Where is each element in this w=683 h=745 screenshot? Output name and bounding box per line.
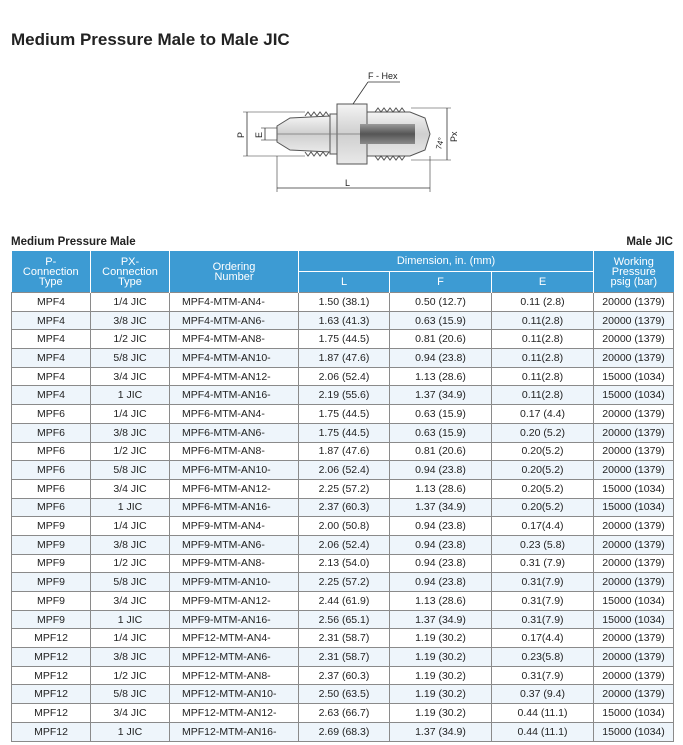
table-row [12,554,674,573]
cell-working-pressure: 20000 (1379) [594,349,674,368]
cell-dim-f: 1.37 (34.9) [390,610,492,629]
table-row [12,367,674,386]
cell-dim-e: 0.11(2.8) [492,386,594,405]
cell-working-pressure: 20000 (1379) [594,442,674,461]
cell-working-pressure: 15000 (1034) [594,498,674,517]
cell-ordering-number: MPF6-MTM-AN12- [170,479,299,498]
cell-p-type: MPF4 [12,311,91,330]
cell-p-type: MPF4 [12,330,91,349]
cell-ordering-number: MPF9-MTM-AN16- [170,610,299,629]
cell-dim-e: 0.23(5.8) [492,648,594,667]
cell-working-pressure: 15000 (1034) [594,479,674,498]
table-row [12,405,674,424]
cell-dim-l: 1.63 (41.3) [299,311,390,330]
cell-dim-l: 2.63 (66.7) [299,704,390,723]
cell-ordering-number: MPF4-MTM-AN16- [170,386,299,405]
table-row [12,629,674,648]
cell-ordering-number: MPF12-MTM-AN8- [170,666,299,685]
cell-working-pressure: 15000 (1034) [594,592,674,611]
cell-dim-l: 2.06 (52.4) [299,535,390,554]
cell-working-pressure: 20000 (1379) [594,685,674,704]
table-row [12,592,674,611]
table-row [12,722,674,741]
cell-dim-l: 1.87 (47.6) [299,442,390,461]
cell-ordering-number: MPF4-MTM-AN12- [170,367,299,386]
cell-dim-l: 1.75 (44.5) [299,330,390,349]
cell-px-type: 3/4 JIC [91,704,170,723]
header-e: E [492,272,594,293]
cell-p-type: MPF6 [12,461,91,480]
cell-dim-l: 2.37 (60.3) [299,666,390,685]
cell-dim-l: 2.25 (57.2) [299,479,390,498]
cell-px-type: 3/8 JIC [91,648,170,667]
header-ordering: Ordering Number [170,251,299,293]
cell-dim-e: 0.11(2.8) [492,349,594,368]
cell-working-pressure: 20000 (1379) [594,554,674,573]
cell-working-pressure: 20000 (1379) [594,629,674,648]
cell-working-pressure: 15000 (1034) [594,367,674,386]
cell-dim-f: 0.63 (15.9) [390,311,492,330]
cell-dim-l: 1.50 (38.1) [299,293,390,312]
cell-dim-f: 1.19 (30.2) [390,704,492,723]
cell-dim-e: 0.31 (7.9) [492,554,594,573]
cell-working-pressure: 15000 (1034) [594,386,674,405]
px-label: Px [449,131,459,142]
cell-dim-f: 1.19 (30.2) [390,666,492,685]
cell-ordering-number: MPF12-MTM-AN10- [170,685,299,704]
cell-px-type: 3/8 JIC [91,535,170,554]
cell-dim-e: 0.11(2.8) [492,330,594,349]
cell-ordering-number: MPF12-MTM-AN6- [170,648,299,667]
cell-dim-l: 1.75 (44.5) [299,423,390,442]
caption-right: Male JIC [626,236,673,248]
cell-working-pressure: 15000 (1034) [594,722,674,741]
cell-ordering-number: MPF6-MTM-AN16- [170,498,299,517]
header-p-type: P- Connection Type [12,251,91,293]
cell-px-type: 5/8 JIC [91,461,170,480]
cell-px-type: 3/4 JIC [91,592,170,611]
cell-px-type: 5/8 JIC [91,349,170,368]
table-row [12,423,674,442]
angle-label: 74° [434,136,447,151]
cell-dim-f: 0.94 (23.8) [390,535,492,554]
cell-working-pressure: 20000 (1379) [594,311,674,330]
cell-dim-l: 2.31 (58.7) [299,629,390,648]
cell-dim-f: 0.63 (15.9) [390,423,492,442]
cell-dim-e: 0.20 (5.2) [492,423,594,442]
cell-working-pressure: 20000 (1379) [594,461,674,480]
header-f: F [390,272,492,293]
cell-ordering-number: MPF4-MTM-AN8- [170,330,299,349]
cell-ordering-number: MPF6-MTM-AN10- [170,461,299,480]
cell-px-type: 1 JIC [91,498,170,517]
cell-working-pressure: 20000 (1379) [594,648,674,667]
table-row [12,498,674,517]
cell-px-type: 3/8 JIC [91,423,170,442]
cell-dim-e: 0.23 (5.8) [492,535,594,554]
table-row [12,293,674,312]
table-row [12,442,674,461]
cell-dim-f: 1.37 (34.9) [390,498,492,517]
cell-dim-l: 1.75 (44.5) [299,405,390,424]
cell-working-pressure: 20000 (1379) [594,666,674,685]
cell-dim-l: 2.00 (50.8) [299,517,390,536]
cell-p-type: MPF4 [12,386,91,405]
cell-ordering-number: MPF9-MTM-AN10- [170,573,299,592]
cell-dim-f: 1.13 (28.6) [390,592,492,611]
cell-px-type: 1/2 JIC [91,442,170,461]
cell-dim-e: 0.17(4.4) [492,517,594,536]
cell-dim-f: 0.50 (12.7) [390,293,492,312]
cell-p-type: MPF12 [12,722,91,741]
cell-working-pressure: 20000 (1379) [594,330,674,349]
cell-dim-l: 2.31 (58.7) [299,648,390,667]
cell-dim-l: 2.06 (52.4) [299,461,390,480]
cell-dim-l: 2.69 (68.3) [299,722,390,741]
cell-px-type: 3/4 JIC [91,367,170,386]
cell-p-type: MPF12 [12,629,91,648]
cell-dim-e: 0.11(2.8) [492,311,594,330]
cell-px-type: 1/2 JIC [91,330,170,349]
cell-dim-f: 0.63 (15.9) [390,405,492,424]
table-row [12,666,674,685]
caption-left: Medium Pressure Male [11,236,136,248]
cell-px-type: 3/8 JIC [91,311,170,330]
bore [360,124,415,144]
cell-px-type: 5/8 JIC [91,573,170,592]
cell-working-pressure: 15000 (1034) [594,704,674,723]
cell-dim-e: 0.31(7.9) [492,592,594,611]
header-l: L [299,272,390,293]
table-row [12,573,674,592]
cell-dim-e: 0.20(5.2) [492,479,594,498]
cell-ordering-number: MPF6-MTM-AN8- [170,442,299,461]
table-row [12,517,674,536]
l-label: L [345,178,351,188]
page-title: Medium Pressure Male to Male JIC [11,30,290,49]
table-row [12,330,674,349]
cell-p-type: MPF12 [12,704,91,723]
table-row [12,479,674,498]
cell-dim-f: 0.94 (23.8) [390,349,492,368]
cell-dim-f: 0.81 (20.6) [390,330,492,349]
cell-px-type: 1/2 JIC [91,554,170,573]
cell-p-type: MPF6 [12,442,91,461]
cell-working-pressure: 20000 (1379) [594,517,674,536]
cell-dim-f: 1.19 (30.2) [390,648,492,667]
cell-dim-f: 1.37 (34.9) [390,386,492,405]
cell-dim-f: 1.37 (34.9) [390,722,492,741]
e-label: E [254,131,264,138]
cell-dim-e: 0.17(4.4) [492,629,594,648]
cell-dim-f: 0.94 (23.8) [390,573,492,592]
cell-dim-e: 0.31(7.9) [492,573,594,592]
cell-dim-f: 0.94 (23.8) [390,517,492,536]
cell-dim-e: 0.11(2.8) [492,367,594,386]
cell-px-type: 1/4 JIC [91,517,170,536]
table-row [12,311,674,330]
cell-dim-e: 0.17 (4.4) [492,405,594,424]
cell-p-type: MPF9 [12,573,91,592]
table-row [12,349,674,368]
cell-ordering-number: MPF12-MTM-AN16- [170,722,299,741]
cell-ordering-number: MPF4-MTM-AN4- [170,293,299,312]
cell-ordering-number: MPF9-MTM-AN4- [170,517,299,536]
table-row [12,685,674,704]
cell-px-type: 1 JIC [91,610,170,629]
cell-p-type: MPF12 [12,685,91,704]
cell-dim-e: 0.37 (9.4) [492,685,594,704]
cell-p-type: MPF6 [12,498,91,517]
cell-px-type: 1/4 JIC [91,629,170,648]
cell-p-type: MPF9 [12,554,91,573]
cell-dim-f: 0.94 (23.8) [390,554,492,573]
cell-p-type: MPF4 [12,367,91,386]
table-row [12,648,674,667]
cell-dim-f: 1.13 (28.6) [390,367,492,386]
cell-dim-e: 0.31(7.9) [492,666,594,685]
cell-dim-f: 0.94 (23.8) [390,461,492,480]
cell-dim-f: 0.81 (20.6) [390,442,492,461]
spec-table [11,251,674,742]
cell-p-type: MPF4 [12,293,91,312]
table-row [12,535,674,554]
header-dimension: Dimension, in. (mm) [299,251,594,272]
cell-dim-e: 0.44 (11.1) [492,704,594,723]
p-label: P [236,131,246,138]
cell-p-type: MPF4 [12,349,91,368]
header-pressure: Working Pressure psig (bar) [594,251,674,293]
cell-dim-e: 0.31(7.9) [492,610,594,629]
cell-ordering-number: MPF9-MTM-AN8- [170,554,299,573]
header-px-type: PX- Connection Type [91,251,170,293]
cell-p-type: MPF12 [12,666,91,685]
cell-p-type: MPF6 [12,405,91,424]
table-row [12,610,674,629]
cell-px-type: 1/4 JIC [91,293,170,312]
cell-px-type: 1 JIC [91,722,170,741]
cell-working-pressure: 20000 (1379) [594,293,674,312]
cell-dim-e: 0.44 (11.1) [492,722,594,741]
cell-p-type: MPF12 [12,648,91,667]
cell-ordering-number: MPF12-MTM-AN12- [170,704,299,723]
cell-p-type: MPF6 [12,423,91,442]
cell-p-type: MPF9 [12,610,91,629]
cell-px-type: 3/4 JIC [91,479,170,498]
table-row [12,704,674,723]
cell-dim-l: 2.25 (57.2) [299,573,390,592]
cell-ordering-number: MPF4-MTM-AN6- [170,311,299,330]
cell-dim-e: 0.20(5.2) [492,498,594,517]
cell-dim-e: 0.20(5.2) [492,442,594,461]
table-row [12,386,674,405]
cell-dim-f: 1.13 (28.6) [390,479,492,498]
cell-working-pressure: 20000 (1379) [594,535,674,554]
cell-dim-l: 2.37 (60.3) [299,498,390,517]
cell-ordering-number: MPF6-MTM-AN6- [170,423,299,442]
table-row [12,461,674,480]
cell-p-type: MPF9 [12,535,91,554]
cell-p-type: MPF9 [12,517,91,536]
cell-ordering-number: MPF9-MTM-AN6- [170,535,299,554]
cell-dim-f: 1.19 (30.2) [390,629,492,648]
cell-dim-e: 0.11 (2.8) [492,293,594,312]
cell-dim-l: 1.87 (47.6) [299,349,390,368]
cell-px-type: 5/8 JIC [91,685,170,704]
hex-label: F - Hex [368,71,398,81]
cell-dim-l: 2.06 (52.4) [299,367,390,386]
cell-ordering-number: MPF6-MTM-AN4- [170,405,299,424]
cell-dim-f: 1.19 (30.2) [390,685,492,704]
cell-ordering-number: MPF4-MTM-AN10- [170,349,299,368]
cell-working-pressure: 20000 (1379) [594,573,674,592]
cell-dim-e: 0.20(5.2) [492,461,594,480]
cell-ordering-number: MPF9-MTM-AN12- [170,592,299,611]
cell-px-type: 1 JIC [91,386,170,405]
cell-ordering-number: MPF12-MTM-AN4- [170,629,299,648]
cell-dim-l: 2.44 (61.9) [299,592,390,611]
cell-dim-l: 2.19 (55.6) [299,386,390,405]
cell-working-pressure: 15000 (1034) [594,610,674,629]
cell-p-type: MPF9 [12,592,91,611]
cell-dim-l: 2.50 (63.5) [299,685,390,704]
fitting-diagram [225,68,475,198]
cell-p-type: MPF6 [12,479,91,498]
cell-working-pressure: 20000 (1379) [594,405,674,424]
cell-px-type: 1/2 JIC [91,666,170,685]
cell-working-pressure: 20000 (1379) [594,423,674,442]
cell-dim-l: 2.13 (54.0) [299,554,390,573]
cell-dim-l: 2.56 (65.1) [299,610,390,629]
cell-px-type: 1/4 JIC [91,405,170,424]
